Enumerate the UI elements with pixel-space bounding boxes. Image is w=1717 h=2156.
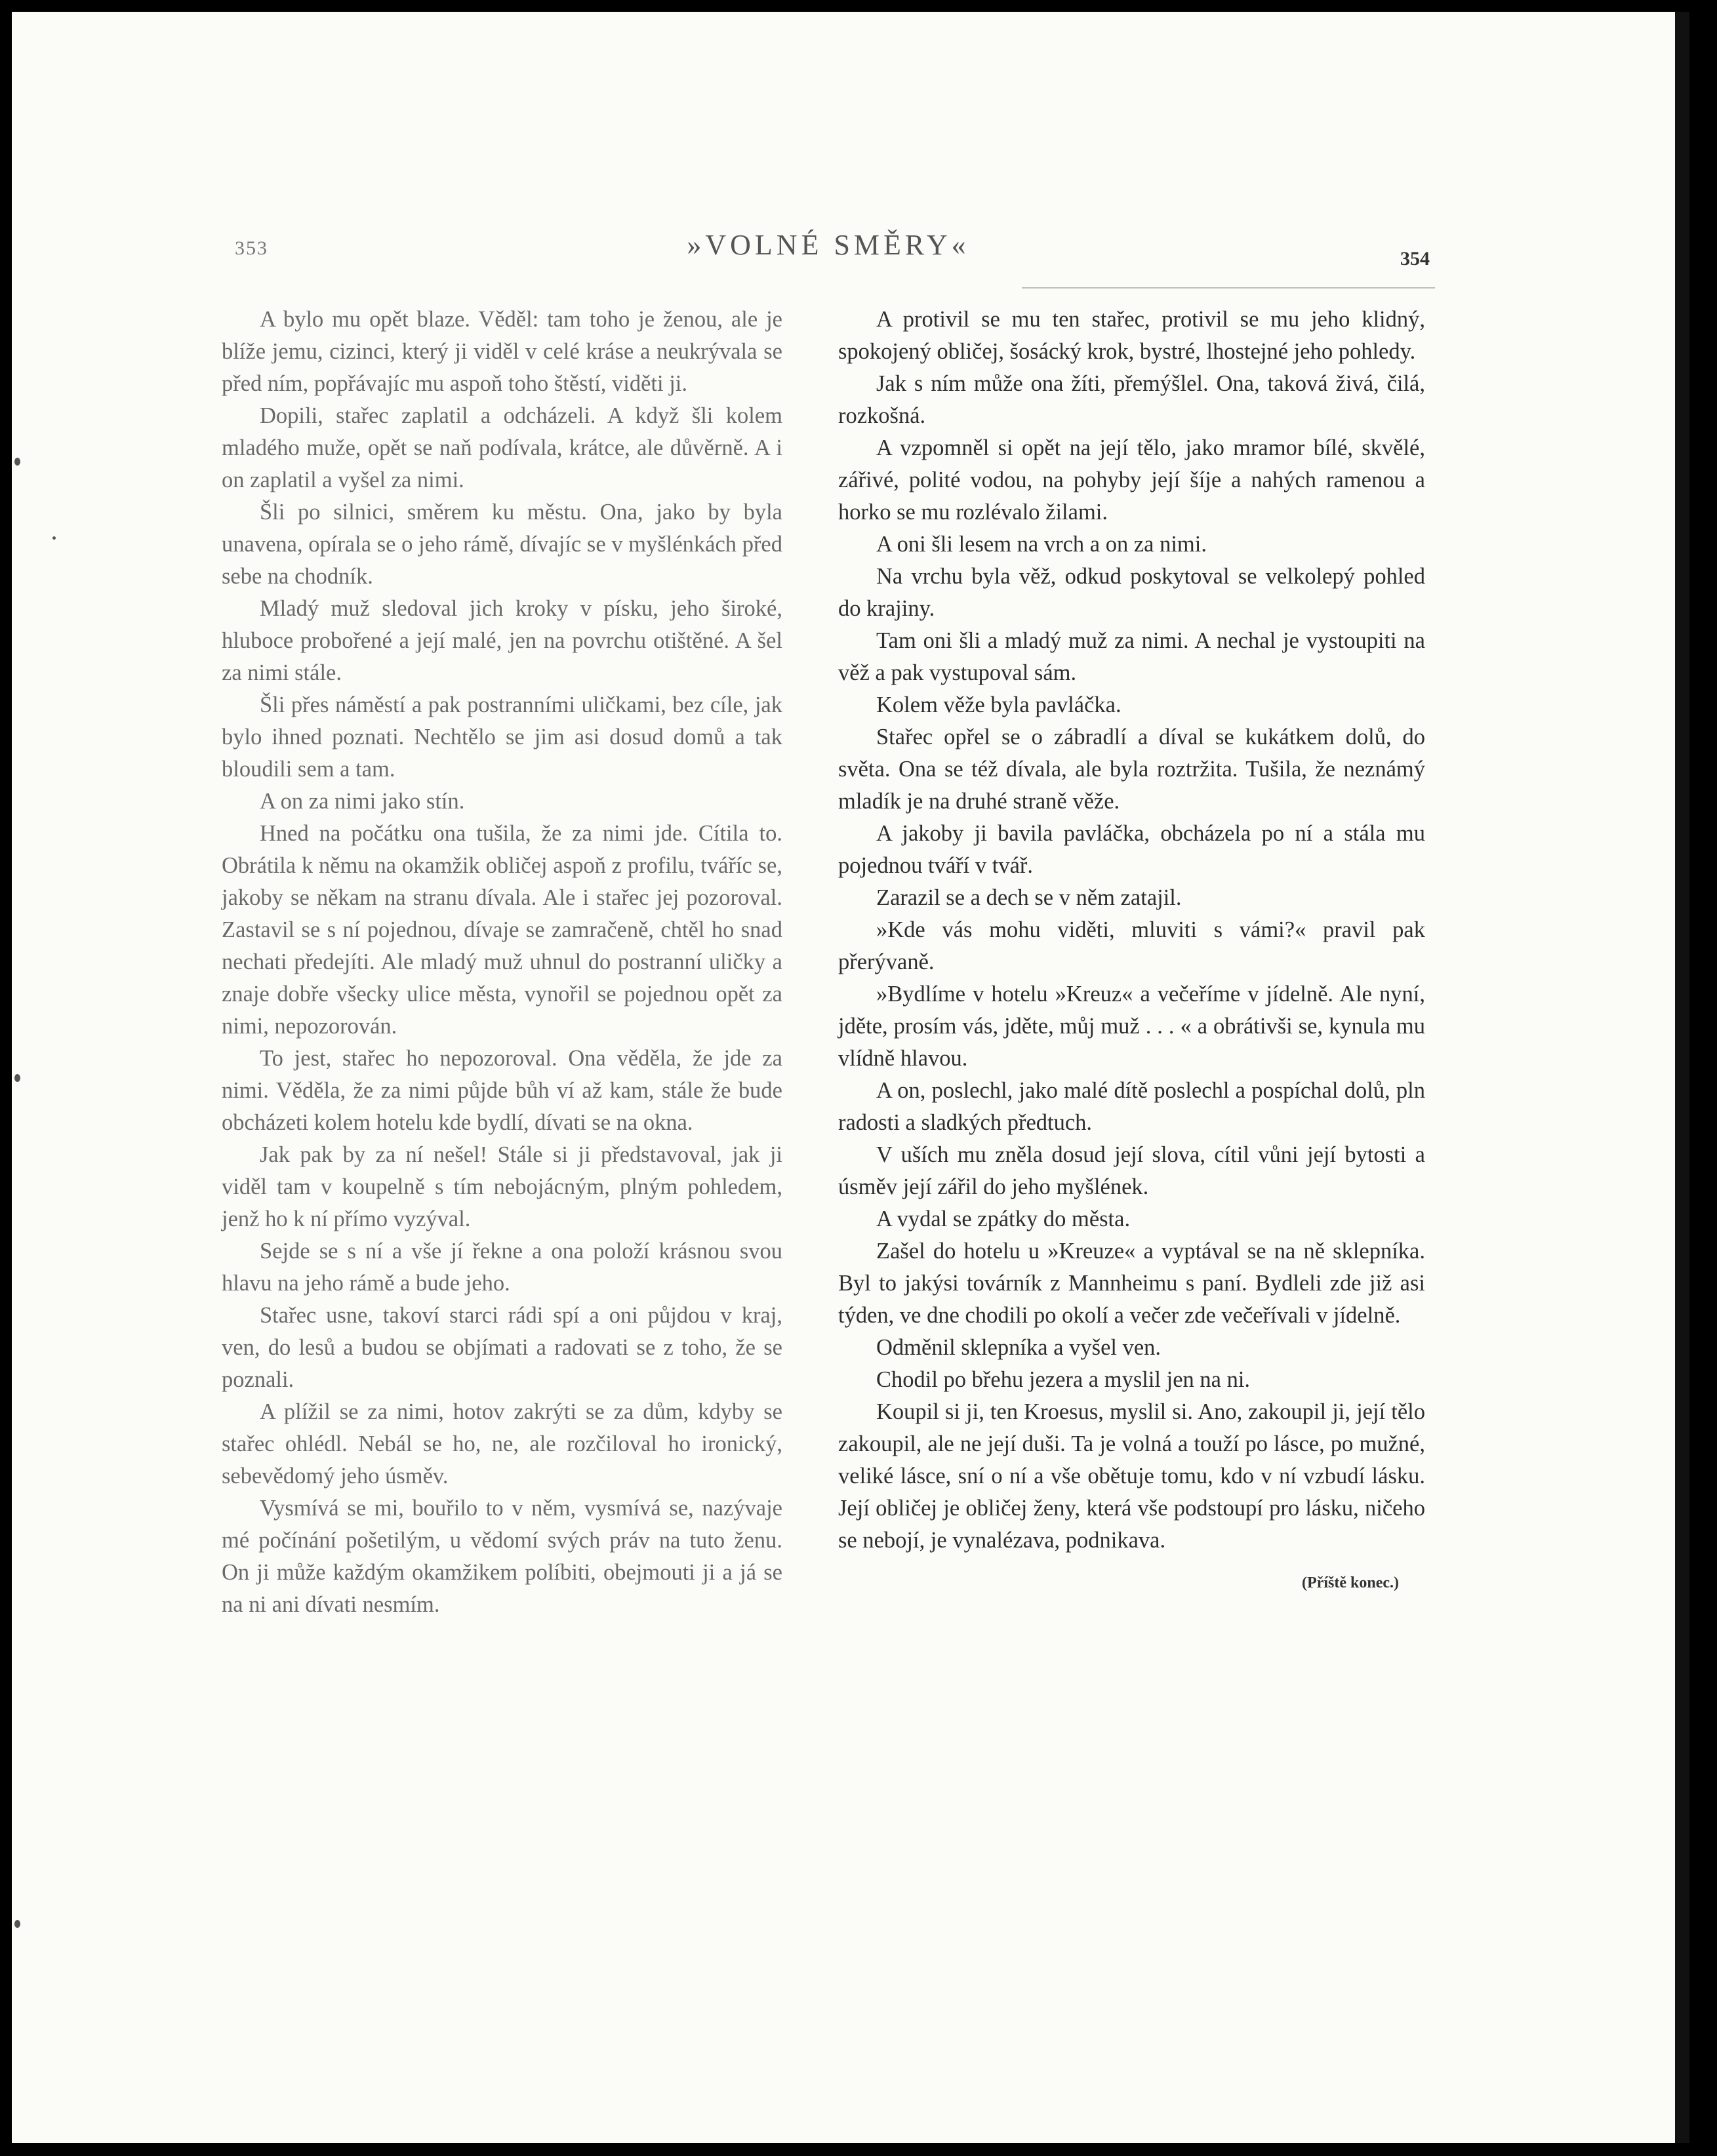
paragraph: Na vrchu byla věž, odkud poskytoval se velkolepý pohled do krajiny. xyxy=(838,564,1425,621)
left-column xyxy=(222,304,782,1621)
paragraph: »Bydlíme v hotelu »Kreuz« a večeříme v jídelně. Ale nyní, jděte, prosím vás, jděte, můj muž . . . « a obrátivši se, kynula mu vlídně hlavou. xyxy=(838,982,1425,1071)
scan-speck xyxy=(52,536,56,540)
continuation-note: (Příště konec.) xyxy=(1302,1574,1399,1591)
scan-speck xyxy=(14,458,20,466)
paragraph: A protivil se mu ten stařec, protivil se mu jeho klidný, spokojený obličej, šosácký krok, bystré, lhostejné jeho pohledy. xyxy=(838,307,1425,364)
page-number-right: 354 xyxy=(1400,248,1430,270)
paragraph: Tam oni šli a mladý muž za nimi. A nechal je vystoupiti na věž a pak vystupoval sám. xyxy=(838,628,1425,685)
paragraph: A oni šli lesem na vrch a on za nimi. xyxy=(876,532,1207,557)
paragraph: V uších mu zněla dosud její slova, cítil vůni její bytosti a úsměv její zářil do jeho myšlének. xyxy=(838,1142,1425,1199)
paragraph: Zarazil se a dech se v něm zatajil. xyxy=(876,885,1182,910)
right-column xyxy=(838,304,1425,1599)
paragraph: Vysmívá se mi, bouřilo to v něm, vysmívá se, nazývaje mé počínání pošetilým, u vědomí svých práv na tuto ženu. On ji může každým okamžikem políbiti, obejmouti ji a já se na ni ani dívati nesmím. xyxy=(222,1496,782,1617)
paragraph: A vzpomněl si opět na její tělo, jako mramor bílé, skvělé, zářivé, polité vodou, na pohyby její šíje a nahých ramenou a horko se mu rozlévalo žilami. xyxy=(838,435,1425,525)
paragraph: A bylo mu opět blaze. Věděl: tam toho je ženou, ale je blíže jemu, cizinci, který ji viděl v celé kráse a neukrývala se před ním, popřávajíc mu aspoň toho štěstí, viděti ji. xyxy=(222,307,782,396)
paragraph: Jak s ním může ona žíti, přemýšlel. Ona, taková živá, čilá, rozkošná. xyxy=(838,371,1425,428)
paragraph: »Kde vás mohu viděti, mluviti s vámi?« pravil pak přerývaně. xyxy=(838,917,1425,974)
paragraph: A plížil se za nimi, hotov zakrýti se za dům, kdyby se stařec ohlédl. Nebál se ho, ne, ale rozčiloval ho ironický, sebevědomý jeho úsměv. xyxy=(222,1399,782,1488)
journal-title: »VOLNÉ SMĚRY« xyxy=(687,229,970,261)
page-edge-shadow xyxy=(1675,12,1689,2143)
scan-speck xyxy=(14,1920,20,1928)
paragraph: Hned na počátku ona tušila, že za nimi jde. Cítila to. Obrátila k němu na okamžik obličej aspoň z profilu, tváříc se, jakoby se někam na stranu dívala. Ale i stařec jej pozoroval. Zastavil se s ní pojednou, dívaje se zamračeně, chtěl ho snad nechati předejíti. Ale mladý muž uhnul do postranní uličky a znaje dobře všecky ulice města, vynořil se pojednou opět za nimi, nepozorován. xyxy=(222,821,782,1039)
paragraph: A on za nimi jako stín. xyxy=(260,789,465,814)
paragraph: Zašel do hotelu u »Kreuze« a vyptával se na ně sklepníka. Byl to jakýsi továrník z Mannheimu s paní. Bydleli zde již asi týden, ve dne chodili po okolí a večer zde večeřívali v jídelně. xyxy=(838,1239,1425,1328)
paragraph: Chodil po břehu jezera a myslil jen na ni. xyxy=(876,1367,1251,1392)
header-rule xyxy=(1022,287,1435,289)
paragraph: Koupil si ji, ten Kroesus, myslil si. Ano, zakoupil ji, její tělo zakoupil, ale ne její duši. Ta je volná a touží po lásce, po mužné, veliké lásce, sní o ní a vše obětuje tomu, kdo v ní vzbudí lásku. Její obličej je obličej ženy, která vše podstoupí pro lásku, ničeho se nebojí, je vynalézava, podnikava. xyxy=(838,1399,1425,1553)
paragraph: Jak pak by za ní nešel! Stále si ji představoval, jak ji viděl tam v koupelně s tím nebojácným, plným pohledem, jenž ho k ní přímo vyzýval. xyxy=(222,1142,782,1231)
paragraph: Šli přes náměstí a pak postranními uličkami, bez cíle, jak bylo ihned poznati. Nechtělo se jim asi dosud domů a tak bloudili sem a tam. xyxy=(222,692,782,782)
running-header xyxy=(222,228,1435,274)
paragraph: Stařec opřel se o zábradlí a díval se kukátkem dolů, do světa. Ona se též dívala, ale byla roztržita. Tušila, že neznámý mladík je na druhé straně věže. xyxy=(838,725,1425,814)
paragraph: Šli po silnici, směrem ku městu. Ona, jako by byla unavena, opírala se o jeho rámě, dívajíc se v myšlénkách před sebe na chodník. xyxy=(222,500,782,589)
page-sheet xyxy=(12,12,1689,2143)
paragraph: A vydal se zpátky do města. xyxy=(876,1207,1131,1231)
paragraph: Mladý muž sledoval jich kroky v písku, jeho široké, hluboce probořené a její malé, jen na povrchu otištěné. A šel za nimi stále. xyxy=(222,596,782,685)
paragraph: A jakoby ji bavila pavláčka, obcházela po ní a stála mu pojednou tváří v tvář. xyxy=(838,821,1425,878)
paragraph: Kolem věže byla pavláčka. xyxy=(876,692,1121,717)
paragraph: Stařec usne, takoví starci rádi spí a oni půjdou v kraj, ven, do lesů a budou se objímati a radovati se z toho, že se poznali. xyxy=(222,1303,782,1392)
paragraph: To jest, stařec ho nepozoroval. Ona věděla, že jde za nimi. Věděla, že za nimi půjde bůh ví až kam, stále že bude obcházeti kolem hotelu kde bydlí, dívati se na okna. xyxy=(222,1046,782,1135)
paragraph: Sejde se s ní a vše jí řekne a ona položí krásnou svou hlavu na jeho rámě a bude jeho. xyxy=(222,1239,782,1296)
paragraph: Odměnil sklepníka a vyšel ven. xyxy=(876,1335,1162,1360)
page-number-left: 353 xyxy=(235,237,268,259)
paragraph: Dopili, stařec zaplatil a odcházeli. A když šli kolem mladého muže, opět se naň podívala, krátce, ale důvěrně. A i on zaplatil a vyšel za nimi. xyxy=(222,403,782,492)
paragraph: A on, poslechl, jako malé dítě poslechl a pospíchal dolů, pln radosti a sladkých předtuch. xyxy=(838,1078,1425,1135)
scan-speck xyxy=(14,1074,20,1082)
